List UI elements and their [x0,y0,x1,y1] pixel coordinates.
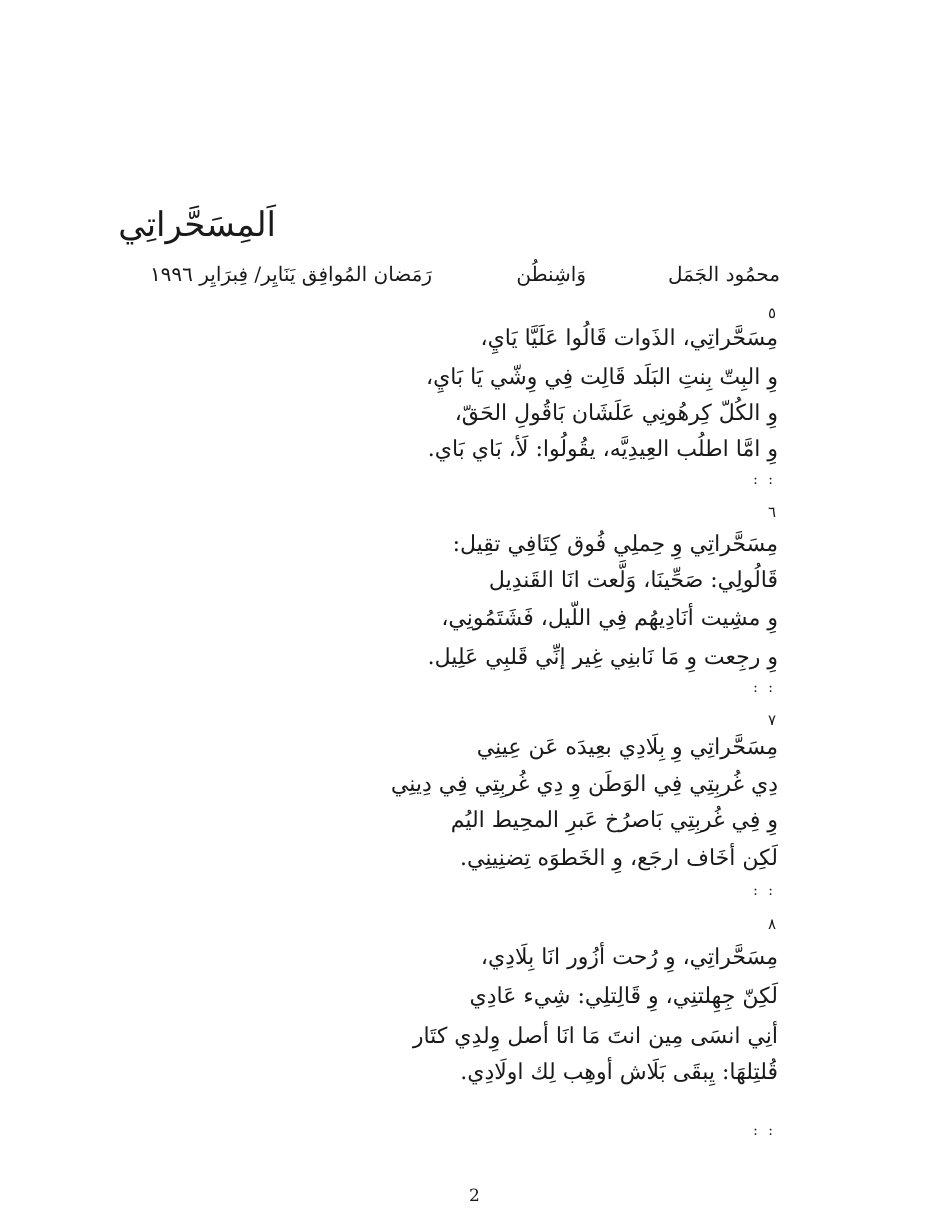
stanza-number: ٥ [767,304,776,322]
verse-line: لَكِنّ جِهِلتنِي، وِ قَالِتلِي: شِيء عَادِي [469,984,778,1009]
stanza-number: ٦ [767,503,776,521]
stanza-separator: : : [753,1123,776,1139]
verse-line: وِ الكُلّ كِرهُونِي عَلَشَان بَاقُولِ الحَقّ، [454,401,778,426]
stanza-number: ٨ [767,915,776,933]
verse-line: وِ مشِيت أنَادِيهُم فِي اللّيل، فَشَتَمُونِي، [441,606,778,631]
verse-line: دِي غُربِتِي فِي الوَطَن وِ دِي غُربِتِي فِي دِينِي [390,772,778,797]
stanza-number: ٧ [767,711,776,729]
verse-line: وِ امَّا اطلُب العِيدِيَّه، يقُولُوا: لَأ، بَاي بَاي. [427,437,778,462]
verse-line: وِ فِي غُربِتِي بَاصرُخ عَبرِ المحِيط اليُم [450,808,778,833]
verse-line: مِسَحَّراتِي، وِ رُحت أزُور انَا بِلَادِي، [480,945,778,970]
place-name: وَاشِنطُن [516,262,586,286]
page-number: 2 [469,1186,480,1206]
verse-line: مِسَحَّراتِي، الذَوات قَالُوا عَلَيَّا يَايِ، [480,326,778,351]
verse-line: قُلتِلهَا: يِبقَى بَلَاش أوهِب لِك اولَادِي. [460,1060,778,1085]
stanza-separator: : : [753,472,776,488]
verse-line: مِسَحَّراتِي وِ بِلَادِي بعِيدَه عَن عِينِي [476,735,778,760]
verse-line: قَالُولِي: صَحِّينَا، وَلَّعت انَا القَندِيل [488,568,778,593]
verse-line: وِ البِتّ بِنتِ البَلَد قَالِت فِي وِشّي يَا بَايِ، [425,365,778,390]
verse-line: لَكِن أخَاف ارجَع، وِ الخَطوَه تِضنِينِي. [460,846,778,871]
stanza-separator: : : [753,883,776,899]
verse-line: مِسَحَّراتِي وِ حِملِي فُوق كِتَافِي تقِيل: [452,532,778,557]
author-name: محمُود الجَمَل [667,262,780,286]
verse-line: أنِي انسَى مِين انتَ مَا انَا أصل وِلدِي كتَار [412,1024,778,1049]
verse-line: وِ رجِعت وِ مَا نَابنِي غِير إنِّي قَلبِي عَلِيل. [427,645,778,670]
date-line: رَمَضان المُوافِق يَنَايِر/ فِبرَايِر ١٩٩٦ [149,262,432,286]
stanza-separator: : : [753,680,776,696]
poem-title: اَلمِسَحَّراتِي [118,205,276,245]
